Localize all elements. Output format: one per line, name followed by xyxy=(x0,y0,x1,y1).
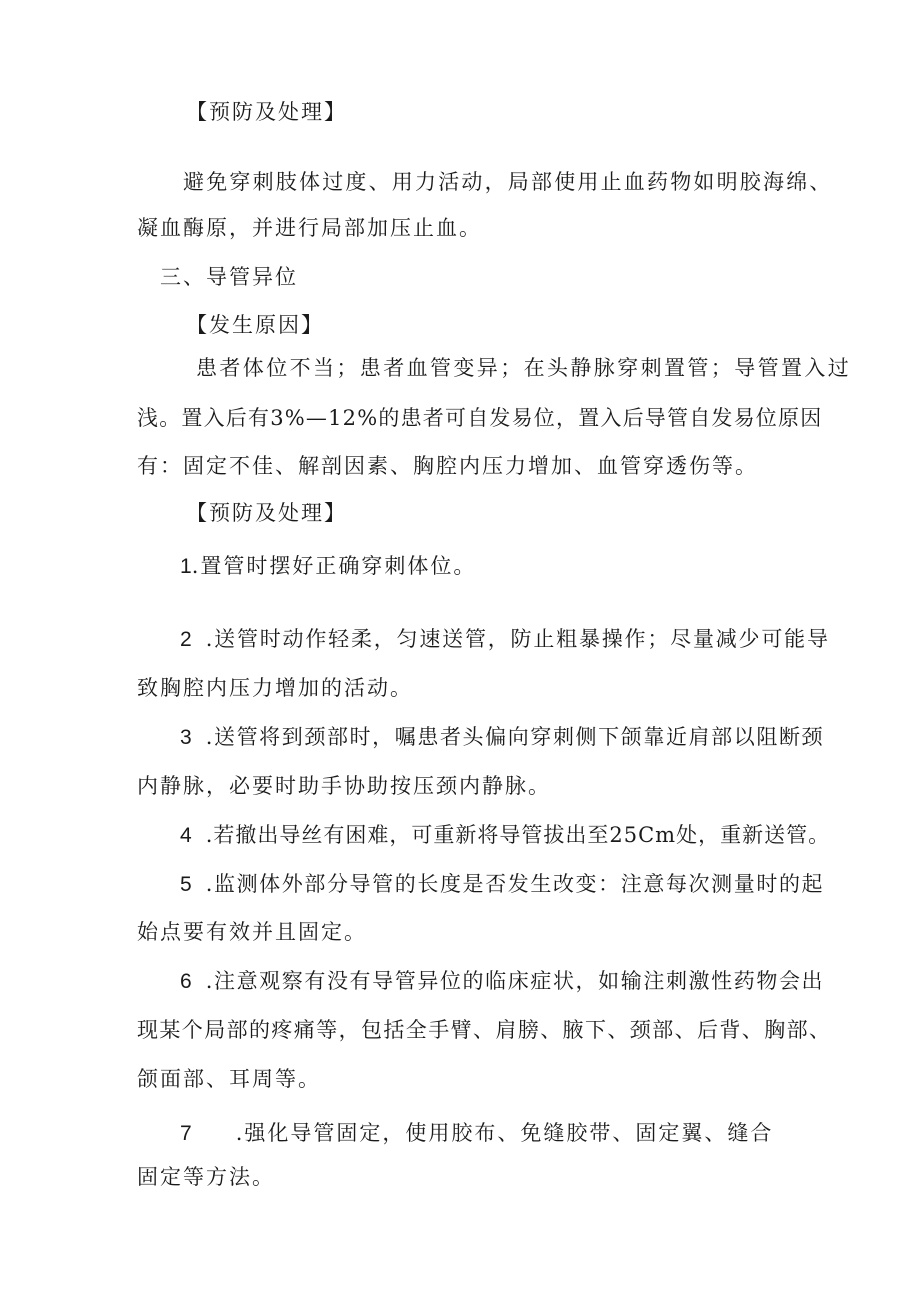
list-item-number: 6 xyxy=(180,970,192,993)
list-item xyxy=(180,1118,773,1149)
paragraph-line: 有：固定不佳、解剖因素、胸腔内压力增加、血管穿透伤等。 xyxy=(137,454,758,478)
section-heading-prevention-1: 【预防及处理】 xyxy=(186,100,347,124)
section-title-catheter-malposition: 三、导管异位 xyxy=(160,265,298,289)
list-item-number: 1 xyxy=(180,555,192,578)
list-item-text: .送管将到颈部时，嘱患者头偏向穿刺侧下颌靠近肩部以阻断颈 xyxy=(205,725,825,749)
list-item-text: .注意观察有没有导管异位的临床症状，如输注刺激性药物会出 xyxy=(205,969,825,993)
list-item-text: .置管时摆好正确穿刺体位。 xyxy=(191,554,477,578)
list-item-continuation: 始点要有效并且固定。 xyxy=(137,920,367,944)
list-item xyxy=(180,722,824,753)
list-item-number: 7 xyxy=(180,1122,192,1145)
list-item-text: .监测体外部分导管的长度是否发生改变：注意每次测量时的起 xyxy=(205,872,825,896)
paragraph-line: 避免穿刺肢体过度、用力活动，局部使用止血药物如明胶海绵、 xyxy=(183,170,833,194)
section-heading-prevention-2: 【预防及处理】 xyxy=(186,501,347,525)
list-item xyxy=(180,820,830,851)
list-item-continuation: 致胸腔内压力增加的活动。 xyxy=(137,676,413,700)
list-item xyxy=(180,966,824,997)
list-item-text: .强化导管固定，使用胶布、免缝胶带、固定翼、缝合 xyxy=(235,1121,774,1145)
list-item-number: 5 xyxy=(180,873,192,896)
list-item-continuation: 颌面部、耳周等。 xyxy=(137,1067,321,1091)
list-item-continuation: 固定等方法。 xyxy=(137,1165,275,1189)
list-item-number: 4 xyxy=(180,824,192,847)
list-item-text: .若撤出导丝有困难，可重新将导管拔出至25Cm处，重新送管。 xyxy=(205,823,831,847)
list-item-text: .送管时动作轻柔，匀速送管，防止粗暴操作；尽量减少可能导 xyxy=(205,627,830,651)
list-item xyxy=(180,551,476,582)
paragraph-line: 患者体位不当；患者血管变异；在头静脉穿刺置管；导管置入过 xyxy=(196,356,852,380)
list-item xyxy=(180,869,824,900)
paragraph-line: 浅。置入后有3%—12%的患者可自发易位，置入后导管自发易位原因 xyxy=(137,406,823,430)
list-item-number: 2 xyxy=(180,628,192,651)
list-item-continuation: 内静脉，必要时助手协助按压颈内静脉。 xyxy=(137,774,551,798)
list-item xyxy=(180,624,830,655)
list-item-continuation: 现某个局部的疼痛等，包括全手臂、肩膀、腋下、颈部、后背、胸部、 xyxy=(137,1018,832,1042)
paragraph-line: 凝血酶原，并进行局部加压止血。 xyxy=(137,216,482,240)
list-item-number: 3 xyxy=(180,726,192,749)
section-heading-cause: 【发生原因】 xyxy=(186,313,324,337)
